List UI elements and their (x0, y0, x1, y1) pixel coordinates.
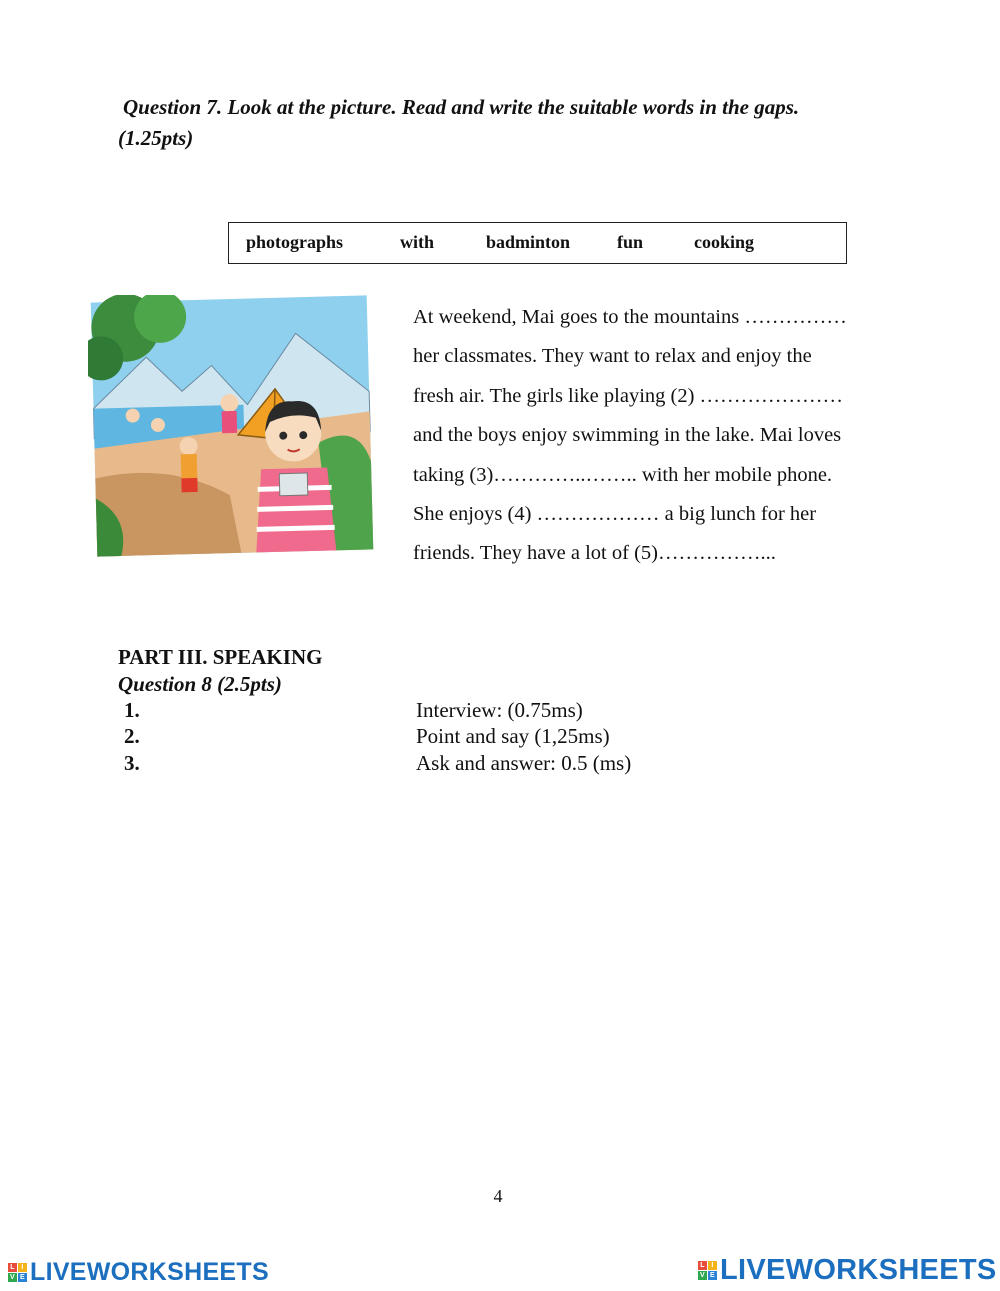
passage-line: and the boys enjoy swimming in the lake. Mai loves (413, 424, 842, 447)
passage-line: taking (3)…………..…….. with her mobile phone. (413, 463, 833, 486)
passage-line: fresh air. The girls like playing (2) ………………… (413, 384, 844, 407)
logo-letter: L (698, 1261, 707, 1270)
passage-line: At weekend, Mai goes to the mountains …………… (413, 306, 847, 328)
question-7-label: Question 7. Look at the picture (123, 95, 392, 119)
question-7-instruction: . Read and write the suitable words in the gaps. (391, 95, 800, 119)
word-bank-item: badminton (486, 232, 571, 252)
camping-illustration (88, 295, 376, 557)
question-7-points: (1.25pts) (118, 126, 194, 150)
passage-line: friends. They have a lot of (5)……………... (413, 542, 776, 565)
question-7-title (118, 92, 898, 154)
speaking-item-number: 3. (124, 751, 140, 775)
speaking-item-text: Interview: (0.75ms) (416, 698, 583, 722)
footer-brand-left (8, 1258, 269, 1287)
word-bank-box (228, 222, 847, 264)
logo-letter: L (8, 1263, 17, 1272)
logo-letter: E (708, 1271, 717, 1280)
passage-line: her classmates. They want to relax and enjoy the (413, 345, 812, 368)
logo-letter: V (698, 1271, 707, 1280)
part-3-heading: PART III. SPEAKING (118, 645, 323, 669)
logo-letter: E (18, 1273, 27, 1282)
speaking-item-number: 2. (124, 724, 140, 748)
brand-text: LIVEWORKSHEETS (30, 1258, 269, 1286)
question-8-title: Question 8 (2.5pts) (118, 672, 282, 696)
liveworksheets-logo-icon (8, 1263, 27, 1282)
page-number: 4 (493, 1186, 503, 1206)
footer-brand-right (698, 1254, 997, 1287)
passage-line: She enjoys (4) ……………… a big lunch for her (413, 503, 817, 526)
logo-letter: I (18, 1263, 27, 1272)
liveworksheets-logo-icon (698, 1261, 717, 1280)
word-bank-item: cooking (694, 232, 755, 252)
reading-passage (413, 298, 905, 574)
speaking-item-text: Point and say (1,25ms) (416, 724, 610, 748)
speaking-item-number: 1. (124, 698, 140, 722)
word-bank-item: with (400, 232, 435, 252)
word-bank-item: fun (617, 232, 644, 252)
speaking-item-text: Ask and answer: 0.5 (ms) (416, 751, 632, 775)
logo-letter: V (8, 1273, 17, 1282)
logo-letter: I (708, 1261, 717, 1270)
brand-text: LIVEWORKSHEETS (720, 1254, 997, 1286)
word-bank-item: photographs (246, 232, 344, 252)
